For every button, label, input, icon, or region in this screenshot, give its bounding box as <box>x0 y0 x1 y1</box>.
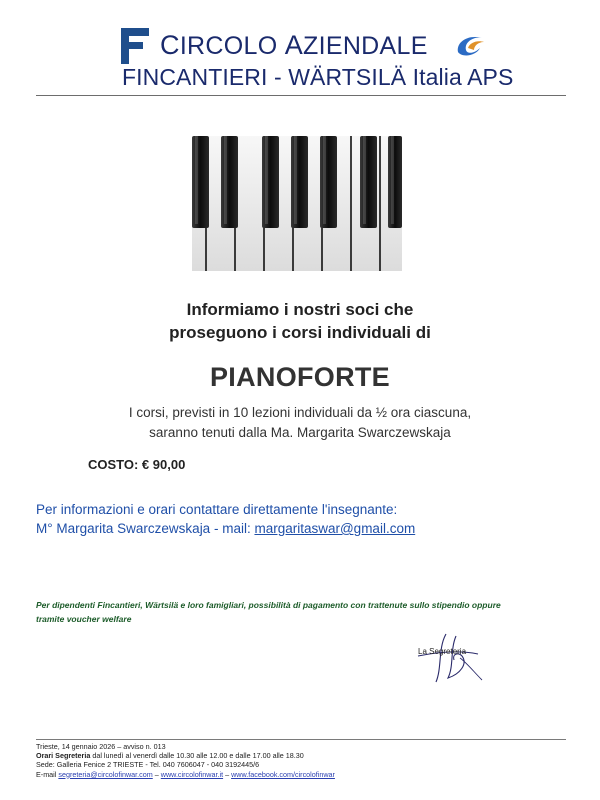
course-details: I corsi, previsti in 10 lezioni individuali da ½ ora ciascuna, saranno tenuti dalla Ma. Margarita Swarczewskaja <box>128 405 472 440</box>
cost-label: COSTO: € 90,00 <box>88 457 186 472</box>
footer-website-link[interactable]: www.circolofinwar.it <box>160 769 224 779</box>
header-divider <box>36 95 566 96</box>
welfare-note: Per dipendenti Fincantieri, Wärtsilä e loro famigliari, possibilità di pagamento con trattenute sullo stipendio oppure tramite voucher welfare <box>36 600 501 624</box>
signature-label: La Segreteria <box>418 647 467 656</box>
f-letter-logo-icon <box>121 28 151 64</box>
course-title: PIANOFORTE <box>209 362 390 392</box>
teacher-email-link[interactable]: margaritaswar@gmail.com <box>254 521 416 536</box>
header-title: CIRCOLO AZIENDALE <box>160 30 428 60</box>
intro-text: Informiamo i nostri soci che proseguono i corsi individuali di <box>169 300 431 342</box>
contact-info: Per informazioni e orari contattare direttamente l'insegnante: M° Margarita Swarczewskaja - mail: margaritaswar@gmail.com <box>36 502 416 536</box>
piano-keys-icon <box>192 136 402 271</box>
footer: Trieste, 14 gennaio 2026 – avviso n. 013 Orari Segreteria dal lunedì al venerdì dalle 10.30 alle 12.00 e dalle 17.00 alle 18.30 Sede: Galleria Fenice 2 TRIESTE - Tel. 040 7606047 - 040 3192445/6 E-mail segreteria@circolofinwar.com – www.circolofinwar.it – www.facebook.com/circolofinwar <box>36 742 335 779</box>
footer-email-link[interactable]: segreteria@circolofinwar.com <box>58 769 153 779</box>
swirl-logo-icon <box>454 32 488 58</box>
footer-facebook-link[interactable]: www.facebook.com/circolofinwar <box>231 769 335 779</box>
header-subtitle: FINCANTIERI - WÄRTSILÄ Italia APS <box>122 64 514 90</box>
footer-divider <box>36 739 566 740</box>
signature-icon <box>408 628 488 688</box>
